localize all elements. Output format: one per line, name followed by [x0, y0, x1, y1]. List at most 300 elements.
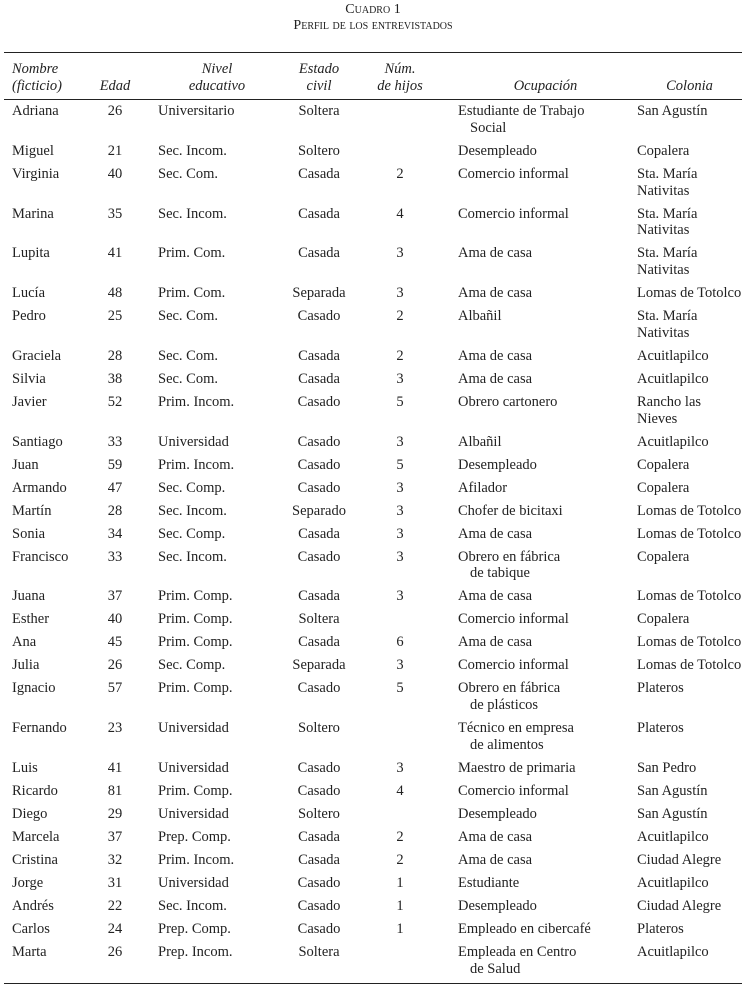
- occupation-line: Afilador: [458, 479, 508, 496]
- cell-neighborhood: San Pedro: [637, 759, 697, 776]
- occupation-line: Ama de casa: [458, 828, 533, 845]
- cell-education: Sec. Comp.: [158, 657, 226, 674]
- cell-occupation: [438, 654, 633, 677]
- occupation-line: Técnico en empresa: [458, 720, 574, 737]
- cell-age: 52: [107, 393, 123, 410]
- cell-marital-status: Casado: [297, 479, 341, 496]
- cell-marital-status: Casado: [297, 456, 341, 473]
- cell-children: 1: [396, 920, 404, 937]
- cell-marital-status: Casado: [297, 548, 341, 565]
- table-row: [4, 585, 742, 608]
- cell-age: 40: [107, 165, 123, 182]
- cell-occupation: [438, 242, 633, 282]
- occupation-line: de tabique: [470, 565, 530, 582]
- cell-children: 3: [396, 525, 404, 542]
- cell-neighborhood: Acuitlapilco: [637, 347, 709, 364]
- occupation-line: Desempleado: [458, 897, 537, 914]
- header-education: [138, 53, 276, 100]
- table-row: [4, 345, 742, 368]
- header-age: [92, 53, 138, 100]
- cell-children: 5: [396, 393, 404, 410]
- cell-age: 31: [107, 874, 123, 891]
- cell-education: Universidad: [158, 759, 229, 776]
- table-row: [4, 454, 742, 477]
- cell-neighborhood: Acuitlapilco: [637, 370, 709, 387]
- occupation-line: de Salud: [470, 960, 521, 977]
- cell-neighborhood: Lomas de Totolco: [637, 657, 742, 674]
- cell-neighborhood: Copalera: [637, 611, 690, 628]
- cell-marital-status: Casada: [298, 588, 340, 605]
- header-marital-status-line: Estado: [298, 61, 340, 77]
- cell-neighborhood: Acuitlapilco: [637, 874, 709, 891]
- cell-children: 1: [396, 897, 404, 914]
- occupation-line: Ama de casa: [458, 851, 533, 868]
- table-row: [4, 140, 742, 163]
- cell-name: Ricardo: [12, 782, 58, 799]
- occupation-line: Ama de casa: [458, 245, 533, 262]
- cell-education: Universidad: [158, 720, 229, 737]
- cell-name: Graciela: [12, 347, 62, 364]
- cell-occupation: [438, 631, 633, 654]
- cell-name: Ana: [12, 634, 37, 651]
- cell-neighborhood: Sta. María Nativitas: [637, 165, 698, 199]
- cell-occupation: [438, 757, 633, 780]
- cell-children: 2: [396, 347, 404, 364]
- occupation-line: Empleada en Centro: [458, 943, 577, 960]
- cell-occupation: [438, 608, 633, 631]
- occupation-line: Estudiante: [458, 874, 520, 891]
- cell-neighborhood: Plateros: [637, 680, 684, 697]
- table-row: [4, 305, 742, 345]
- table-row: [4, 872, 742, 895]
- cell-age: 40: [107, 611, 123, 628]
- cell-name: Carlos: [12, 920, 50, 937]
- occupation-line: Obrero cartonero: [458, 393, 558, 410]
- occupation-line: de alimentos: [470, 736, 544, 753]
- cell-children: 3: [396, 285, 404, 302]
- occupation-line: Ama de casa: [458, 525, 533, 542]
- cell-age: 23: [107, 720, 123, 737]
- cell-children: 4: [396, 205, 404, 222]
- cell-neighborhood: Ciudad Alegre: [637, 851, 722, 868]
- cell-age: 32: [107, 851, 123, 868]
- table-row: [4, 391, 742, 431]
- table-row: [4, 677, 742, 717]
- cell-children: 3: [396, 502, 404, 519]
- table-row: [4, 654, 742, 677]
- cell-occupation: [438, 391, 633, 431]
- cell-children: [362, 717, 438, 757]
- cell-marital-status: Casado: [297, 782, 341, 799]
- table-row: [4, 803, 742, 826]
- cell-neighborhood: Lomas de Totolco: [637, 285, 742, 302]
- cell-neighborhood: San Agustín: [637, 782, 708, 799]
- header-occupation: [438, 53, 633, 100]
- cell-age: 81: [107, 782, 123, 799]
- cell-children: [362, 100, 438, 140]
- cell-age: 28: [107, 347, 123, 364]
- cell-age: 29: [107, 805, 123, 822]
- table-row: [4, 546, 742, 586]
- cell-education: Sec. Incom.: [158, 897, 227, 914]
- cell-name: Marina: [12, 205, 54, 222]
- occupation-line: Comercio informal: [458, 657, 569, 674]
- cell-neighborhood: Plateros: [637, 920, 684, 937]
- cell-occupation: [438, 163, 633, 203]
- cell-name: Juana: [12, 588, 46, 605]
- occupation-line: Ama de casa: [458, 285, 533, 302]
- table-row: [4, 242, 742, 282]
- cell-age: 26: [107, 103, 123, 119]
- cell-children: 1: [396, 874, 404, 891]
- cell-occupation: [438, 523, 633, 546]
- cell-children: [362, 941, 438, 984]
- table-row: [4, 368, 742, 391]
- table-row: [4, 431, 742, 454]
- cell-neighborhood: Acuitlapilco: [637, 943, 709, 960]
- table-title: Perfil de los entrevistados: [293, 18, 453, 33]
- cell-neighborhood: Copalera: [637, 456, 690, 473]
- cell-marital-status: Casada: [298, 165, 340, 182]
- cell-name: Lupita: [12, 245, 50, 262]
- cell-name: Martín: [12, 502, 52, 519]
- table-row: [4, 757, 742, 780]
- cell-name: Esther: [12, 611, 50, 628]
- cell-marital-status: Casada: [298, 370, 340, 387]
- cell-name: Armando: [12, 479, 67, 496]
- cell-neighborhood: Sta. María Nativitas: [637, 205, 698, 239]
- cell-education: Prim. Comp.: [158, 634, 233, 651]
- cell-children: 2: [396, 165, 404, 182]
- cell-age: 33: [107, 548, 123, 565]
- cell-age: 34: [107, 525, 123, 542]
- header-occupation-line: [458, 61, 633, 78]
- cell-age: 26: [107, 943, 123, 960]
- cell-occupation: [438, 872, 633, 895]
- cell-neighborhood: Ciudad Alegre: [637, 897, 722, 914]
- cell-age: 41: [107, 759, 123, 776]
- table-row: [4, 717, 742, 757]
- cell-marital-status: Soltera: [298, 103, 340, 119]
- header-neighborhood-line: [637, 61, 742, 78]
- cell-name: Luis: [12, 759, 38, 776]
- cell-education: Sec. Incom.: [158, 502, 227, 519]
- occupation-line: Comercio informal: [458, 782, 569, 799]
- cell-occupation: [438, 717, 633, 757]
- cell-marital-status: Casado: [297, 308, 341, 325]
- cell-age: 41: [107, 245, 123, 262]
- cell-marital-status: Casada: [298, 205, 340, 222]
- header-age-line: Edad: [99, 78, 131, 94]
- cell-age: 28: [107, 502, 123, 519]
- cell-children: 4: [396, 782, 404, 799]
- cell-education: Sec. Com.: [158, 308, 219, 325]
- occupation-line: Maestro de primaria: [458, 759, 576, 776]
- cell-marital-status: Soltero: [298, 720, 340, 737]
- cell-age: 24: [107, 920, 123, 937]
- occupation-line: Empleado en cibercafé: [458, 920, 591, 937]
- table-row: [4, 203, 742, 243]
- cell-education: Universidad: [158, 805, 229, 822]
- table-row: [4, 895, 742, 918]
- cell-name: Lucía: [12, 285, 46, 302]
- cell-children: [362, 803, 438, 826]
- table-row: [4, 523, 742, 546]
- occupation-line: Ama de casa: [458, 634, 533, 651]
- occupation-line: Ama de casa: [458, 370, 533, 387]
- cell-neighborhood: Plateros: [637, 720, 684, 737]
- cell-education: Sec. Comp.: [158, 525, 226, 542]
- cell-name: Andrés: [12, 897, 54, 914]
- interviewee-profile-table: [4, 52, 742, 984]
- cell-education: Sec. Incom.: [158, 548, 227, 565]
- cell-age: 22: [107, 897, 123, 914]
- table-row: [4, 500, 742, 523]
- cell-education: Sec. Com.: [158, 165, 219, 182]
- cell-neighborhood: Copalera: [637, 142, 690, 159]
- cell-education: Prim. Com.: [158, 285, 226, 302]
- header-neighborhood: [633, 53, 742, 100]
- cell-name: Julia: [12, 657, 40, 674]
- cell-age: 38: [107, 370, 123, 387]
- cell-neighborhood: Rancho las Nieves: [637, 393, 702, 427]
- cell-neighborhood: Sta. María Nativitas: [637, 245, 698, 279]
- cell-name: Marcela: [12, 828, 60, 845]
- cell-age: 25: [107, 308, 123, 325]
- cell-name: Sonia: [12, 525, 46, 542]
- cell-education: Prep. Comp.: [158, 828, 231, 845]
- cell-marital-status: Casado: [297, 759, 341, 776]
- cell-age: 59: [107, 456, 123, 473]
- cell-occupation: [438, 780, 633, 803]
- cell-neighborhood: Acuitlapilco: [637, 828, 709, 845]
- cell-occupation: [438, 546, 633, 586]
- occupation-line: Obrero en fábrica: [458, 680, 561, 697]
- header-name-line: (ficticio): [12, 78, 62, 94]
- cell-education: Prep. Incom.: [158, 943, 233, 960]
- cell-occupation: [438, 477, 633, 500]
- header-children-line: de hijos: [377, 78, 423, 94]
- occupation-line: Chofer de bicitaxi: [458, 502, 563, 519]
- cell-occupation: [438, 849, 633, 872]
- cell-age: 33: [107, 433, 123, 450]
- table-row: [4, 941, 742, 984]
- cell-children: 3: [396, 245, 404, 262]
- cell-children: 3: [396, 759, 404, 776]
- cell-education: Prim. Comp.: [158, 588, 233, 605]
- cell-name: Jorge: [12, 874, 44, 891]
- cell-occupation: [438, 826, 633, 849]
- header-row: [4, 53, 742, 100]
- cell-children: 3: [396, 548, 404, 565]
- header-occupation-line: Ocupación: [513, 78, 578, 94]
- cell-age: 48: [107, 285, 123, 302]
- occupation-line: Comercio informal: [458, 205, 569, 222]
- cell-education: Prim. Incom.: [158, 456, 235, 473]
- cell-name: Juan: [12, 456, 39, 473]
- cell-age: 35: [107, 205, 123, 222]
- header-children: [362, 53, 438, 100]
- cell-name: Miguel: [12, 142, 54, 159]
- header-education-line: Nivel: [201, 61, 233, 77]
- cell-name: Diego: [12, 805, 48, 822]
- table-row: [4, 477, 742, 500]
- cell-marital-status: Soltero: [298, 805, 340, 822]
- header-age-line: [92, 61, 138, 78]
- cell-marital-status: Casado: [297, 433, 341, 450]
- cell-education: Sec. Incom.: [158, 142, 227, 159]
- occupation-line: Ama de casa: [458, 347, 533, 364]
- header-neighborhood-line: Colonia: [666, 78, 713, 94]
- occupation-line: Desempleado: [458, 142, 537, 159]
- cell-marital-status: Separada: [292, 285, 346, 302]
- cell-occupation: [438, 282, 633, 305]
- cell-education: Prim. Incom.: [158, 393, 235, 410]
- cell-children: 5: [396, 680, 404, 697]
- occupation-line: Desempleado: [458, 456, 537, 473]
- table-row: [4, 631, 742, 654]
- cell-name: Pedro: [12, 308, 46, 325]
- cell-marital-status: Soltero: [298, 142, 340, 159]
- cell-children: 3: [396, 657, 404, 674]
- cell-age: 26: [107, 657, 123, 674]
- occupation-line: de plásticos: [470, 697, 539, 714]
- cell-children: [362, 140, 438, 163]
- header-name: [4, 53, 92, 100]
- cell-marital-status: Casada: [298, 525, 340, 542]
- cell-occupation: [438, 345, 633, 368]
- cell-occupation: [438, 803, 633, 826]
- cell-education: Sec. Com.: [158, 370, 219, 387]
- header-education-line: educativo: [188, 78, 246, 94]
- cell-age: 37: [107, 828, 123, 845]
- occupation-line: Albañil: [458, 433, 502, 450]
- cell-marital-status: Casada: [298, 245, 340, 262]
- cell-name: Ignacio: [12, 680, 56, 697]
- cell-occupation: [438, 895, 633, 918]
- cell-children: 2: [396, 851, 404, 868]
- cell-marital-status: Soltera: [298, 611, 340, 628]
- occupation-line: Comercio informal: [458, 611, 569, 628]
- cell-children: 2: [396, 308, 404, 325]
- cell-name: Fernando: [12, 720, 67, 737]
- cell-name: Silvia: [12, 370, 46, 387]
- header-children-line: Núm.: [384, 61, 416, 77]
- cell-marital-status: Casado: [297, 897, 341, 914]
- cell-education: Sec. Com.: [158, 347, 219, 364]
- table-row: [4, 849, 742, 872]
- cell-marital-status: Casada: [298, 851, 340, 868]
- cell-name: Virginia: [12, 165, 60, 182]
- cell-education: Sec. Incom.: [158, 205, 227, 222]
- occupation-line: Obrero en fábrica: [458, 548, 561, 565]
- cell-name: Marta: [12, 943, 47, 960]
- cell-neighborhood: San Agustín: [637, 805, 708, 822]
- cell-name: Santiago: [12, 433, 63, 450]
- cell-age: 57: [107, 680, 123, 697]
- cell-children: 3: [396, 433, 404, 450]
- cell-children: 3: [396, 370, 404, 387]
- table-row: [4, 608, 742, 631]
- cell-age: 37: [107, 588, 123, 605]
- cell-name: Cristina: [12, 851, 58, 868]
- cell-neighborhood: Acuitlapilco: [637, 433, 709, 450]
- table-row: [4, 163, 742, 203]
- cell-age: 47: [107, 479, 123, 496]
- cell-neighborhood: Copalera: [637, 548, 690, 565]
- cell-marital-status: Casado: [297, 874, 341, 891]
- cell-neighborhood: Lomas de Totolco: [637, 502, 742, 519]
- cell-name: Javier: [12, 393, 47, 410]
- occupation-line: Estudiante de Trabajo: [458, 103, 585, 119]
- cell-marital-status: Casado: [297, 680, 341, 697]
- cell-education: Prim. Incom.: [158, 851, 235, 868]
- cell-marital-status: Casada: [298, 347, 340, 364]
- cell-marital-status: Casado: [297, 393, 341, 410]
- cell-education: Prim. Comp.: [158, 782, 233, 799]
- cell-children: 6: [396, 634, 404, 651]
- table-body: [4, 100, 742, 984]
- cell-name: Francisco: [12, 548, 69, 565]
- occupation-line: Desempleado: [458, 805, 537, 822]
- cell-name: Adriana: [12, 103, 59, 119]
- cell-education: Prep. Comp.: [158, 920, 231, 937]
- cell-education: Universitario: [158, 103, 235, 119]
- table-row: [4, 282, 742, 305]
- cell-neighborhood: Lomas de Totolco: [637, 525, 742, 542]
- cell-neighborhood: San Agustín: [637, 103, 708, 119]
- occupation-line: Social: [470, 119, 507, 136]
- cell-neighborhood: Lomas de Totolco: [637, 588, 742, 605]
- cell-occupation: [438, 918, 633, 941]
- cell-occupation: [438, 203, 633, 243]
- table-label: Cuadro 1: [345, 2, 401, 17]
- cell-children: 3: [396, 588, 404, 605]
- cell-age: 21: [107, 142, 123, 159]
- cell-marital-status: Soltera: [298, 943, 340, 960]
- cell-marital-status: Casado: [297, 920, 341, 937]
- header-marital-status-line: civil: [306, 78, 332, 94]
- cell-occupation: [438, 305, 633, 345]
- table-row: [4, 918, 742, 941]
- cell-occupation: [438, 140, 633, 163]
- cell-children: 5: [396, 456, 404, 473]
- table-row: [4, 780, 742, 803]
- cell-occupation: [438, 100, 633, 140]
- cell-occupation: [438, 454, 633, 477]
- occupation-line: Comercio informal: [458, 165, 569, 182]
- cell-occupation: [438, 500, 633, 523]
- cell-children: 2: [396, 828, 404, 845]
- cell-marital-status: Casada: [298, 634, 340, 651]
- table-row: [4, 100, 742, 140]
- cell-marital-status: Separada: [292, 657, 346, 674]
- cell-education: Prim. Comp.: [158, 680, 233, 697]
- header-name-line: Nombre: [12, 61, 59, 77]
- cell-marital-status: Separado: [292, 502, 346, 519]
- cell-occupation: [438, 585, 633, 608]
- cell-occupation: [438, 941, 633, 984]
- cell-age: 45: [107, 634, 123, 651]
- cell-education: Universidad: [158, 433, 229, 450]
- table-row: [4, 826, 742, 849]
- occupation-line: Ama de casa: [458, 588, 533, 605]
- header-marital-status: [276, 53, 362, 100]
- cell-neighborhood: Lomas de Totolco: [637, 634, 742, 651]
- occupation-line: Albañil: [458, 308, 502, 325]
- cell-children: 3: [396, 479, 404, 496]
- cell-occupation: [438, 431, 633, 454]
